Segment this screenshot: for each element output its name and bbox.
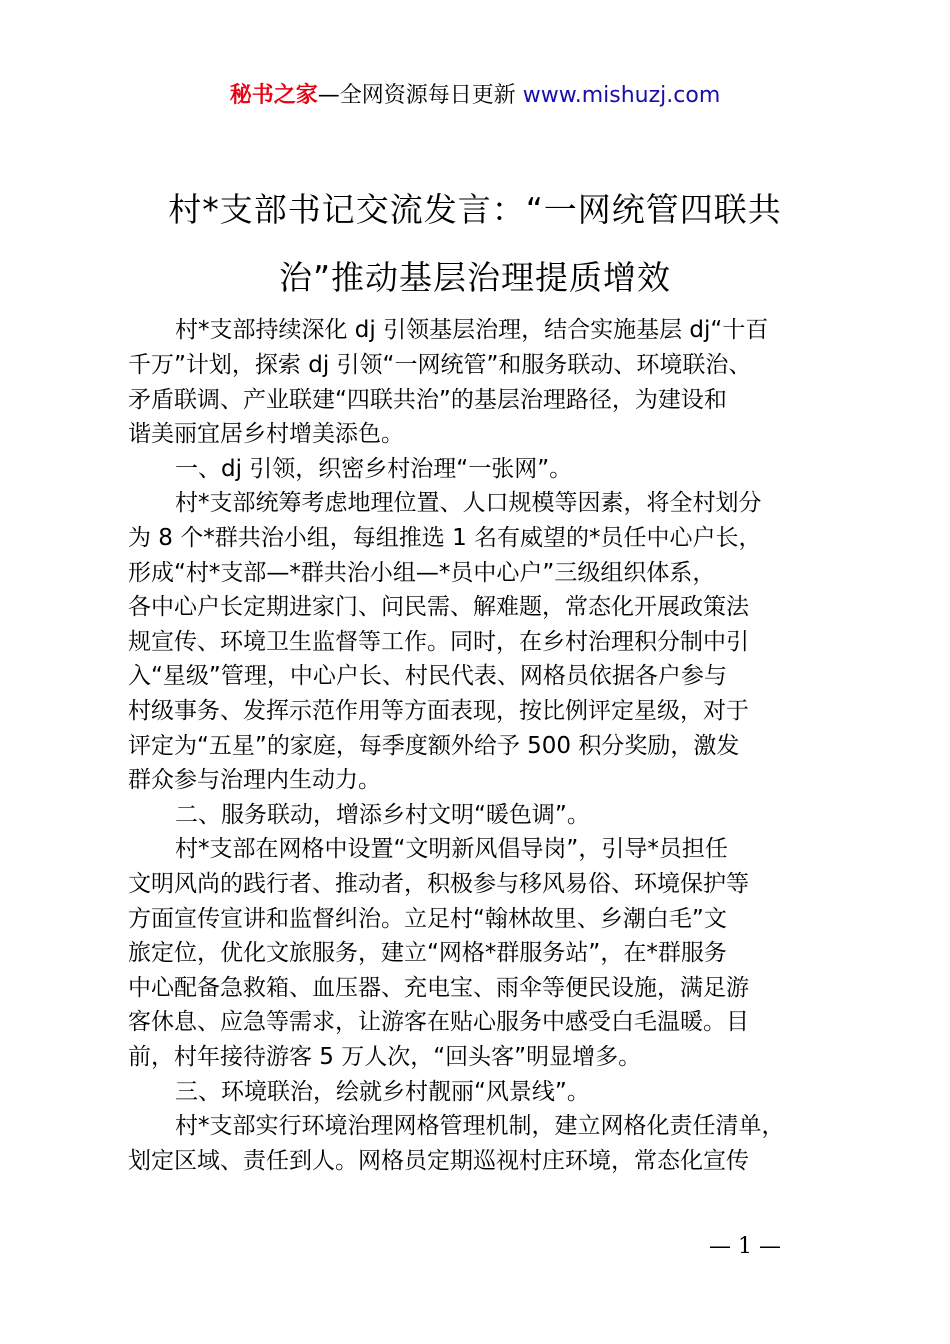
- body-line: 旅定位，优化文旅服务，建立“网格*群服务站”，在*群服务: [128, 940, 727, 966]
- body-line: 划定区域、责任到人。网格员定期巡视村庄环境，常态化宣传: [128, 1148, 749, 1174]
- body-line: 评定为“五星”的家庭，每季度额外给予 500 积分奖励，激发: [128, 733, 740, 759]
- document-title-line-2: 治”推动基层治理提质增效: [278, 258, 672, 297]
- watermark-brand: 秘书之家: [229, 83, 318, 108]
- body-line: 村*支部实行环境治理网格管理机制，建立网格化责任清单，: [175, 1113, 785, 1139]
- watermark-tagline: —全网资源每日更新: [317, 83, 523, 108]
- body-line: 千万”计划，探索 dj 引领“一网统管”和服务联动、环境联治、: [128, 352, 752, 378]
- body-line: 客休息、应急等需求，让游客在贴心服务中感受白毛温暖。目: [128, 1009, 749, 1035]
- body-line: 群众参与治理内生动力。: [128, 767, 381, 793]
- body-line: 村级事务、发挥示范作用等方面表现，按比例评定星级，对于: [128, 698, 749, 724]
- body-line: 入“星级”管理，中心户长、村民代表、网格员依据各户参与: [128, 663, 727, 689]
- body-line: 中心配备急救箱、血压器、充电宝、雨伞等便民设施，满足游: [128, 975, 749, 1001]
- body-line: 为 8 个*群共治小组，每组推选 1 名有威望的*员任中心户长，: [128, 525, 762, 551]
- body-line: 谐美丽宜居乡村增美添色。: [128, 421, 404, 447]
- body-line: 矛盾联调、产业联建“四联共治”的基层治理路径，为建设和: [128, 387, 727, 413]
- body-line: 各中心户长定期进家门、问民需、解难题，常态化开展政策法: [128, 594, 749, 620]
- body-line: 规宣传、环境卫生监督等工作。同时，在乡村治理积分制中引: [128, 629, 749, 655]
- site-watermark-header: [0, 81, 950, 111]
- section-heading: 一、dj 引领，织密乡村治理“一张网”。: [175, 456, 573, 482]
- body-line: 形成“村*支部—*群共治小组—*员中心户”三级组织体系，: [128, 560, 716, 586]
- body-line: 文明风尚的践行者、推动者，积极参与移风易俗、环境保护等: [128, 871, 749, 897]
- section-heading: 二、服务联动，增添乡村文明“暖色调”。: [175, 802, 590, 828]
- body-line: 前，村年接待游客 5 万人次，“回头客”明显增多。: [128, 1044, 642, 1070]
- section-heading: 三、环境联治，绘就乡村靓丽“风景线”。: [175, 1079, 590, 1105]
- document-title-line-1: 村*支部书记交流发言：“一网统管四联共: [168, 190, 782, 229]
- body-line: 村*支部持续深化 dj 引领基层治理，结合实施基层 dj“十百: [175, 317, 769, 343]
- body-line: 村*支部在网格中设置“文明新风倡导岗”，引导*员担任: [175, 836, 728, 862]
- body-line: 村*支部统筹考虑地理位置、人口规模等因素，将全村划分: [175, 490, 762, 516]
- page-number: — 1 —: [709, 1234, 781, 1259]
- watermark-url[interactable]: www.mishuzj.com: [522, 83, 721, 108]
- body-line: 方面宣传宣讲和监督纠治。立足村“翰林故里、乡潮白毛”文: [128, 906, 727, 932]
